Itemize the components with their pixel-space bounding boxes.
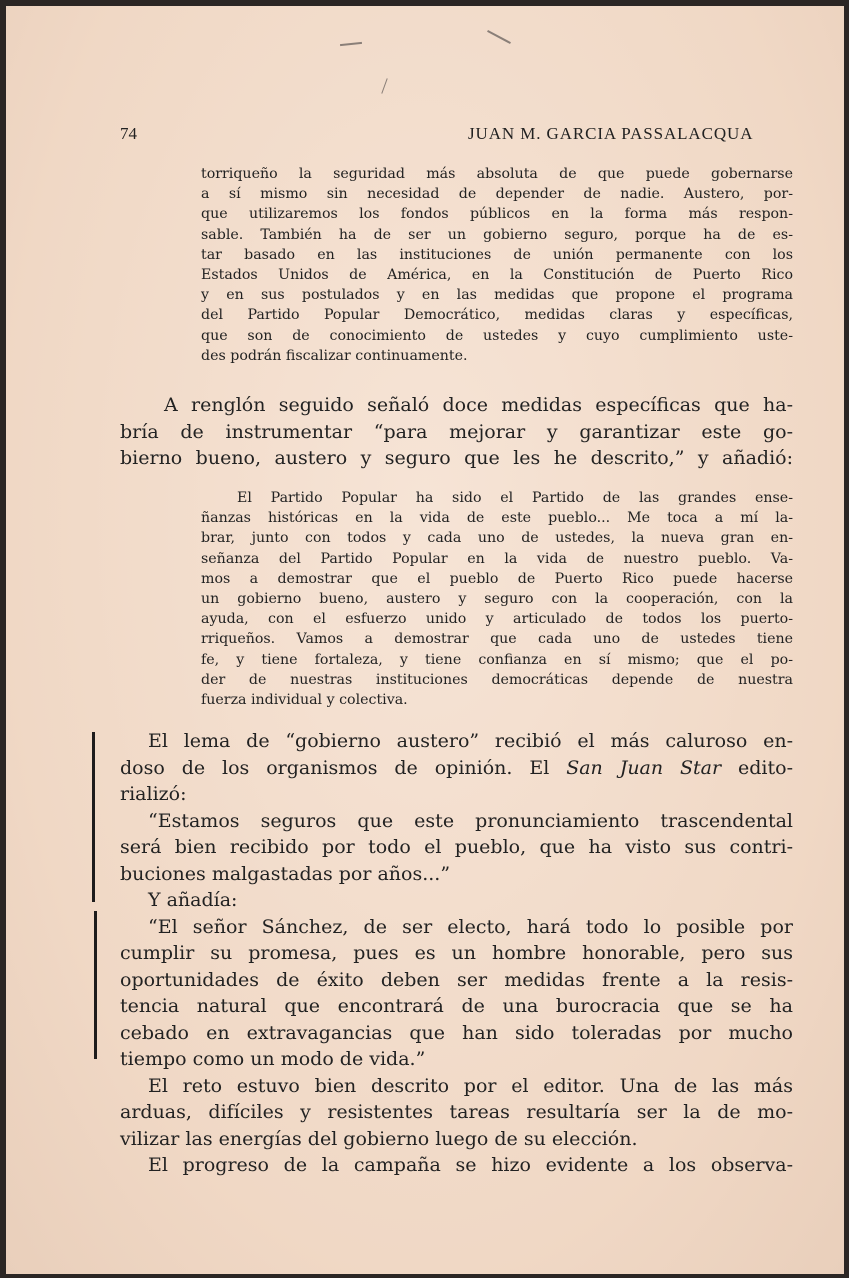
newspaper-title: San Juan Star bbox=[566, 756, 722, 779]
text-line: brar, junto con todos y cada uno de ustedes, la nueva gran en- bbox=[201, 530, 793, 547]
text-line: El Partido Popular ha sido el Partido de las grandes ense- bbox=[237, 490, 793, 506]
text-line: El lema de “gobierno austero” recibió el más caluroso en- bbox=[148, 730, 793, 752]
quote-block-2 bbox=[201, 488, 793, 710]
text-line: rializó: bbox=[120, 783, 187, 805]
text-line: A renglón seguido señaló doce medidas específicas que ha- bbox=[164, 394, 793, 416]
text-line: arduas, difíciles y resistentes tareas resultaría ser la de mo- bbox=[120, 1101, 793, 1123]
quote-block-1 bbox=[201, 164, 793, 366]
margin-line bbox=[92, 732, 95, 902]
book-page bbox=[6, 6, 844, 1274]
text-line: El reto estuvo bien descrito por el editor. Una de las más bbox=[148, 1074, 793, 1097]
text-segment: doso de los organismos de opinión. El bbox=[120, 756, 567, 779]
text-line: un gobierno bueno, austero y seguro con la cooperación, con la bbox=[201, 591, 793, 608]
text-line: ñanzas históricas en la vida de este pueblo... Me toca a mí la- bbox=[201, 510, 793, 527]
text-line: tencia natural que encontrará de una burocracia que se ha bbox=[120, 995, 793, 1017]
text-line: tar basado en las instituciones de unión permanente con los bbox=[201, 246, 793, 263]
text-line: cebado en extravagancias que han sido toleradas por mucho bbox=[120, 1021, 793, 1044]
text-line: El progreso de la campaña se hizo evidente a los observa- bbox=[148, 1154, 793, 1176]
paragraph-2 bbox=[120, 392, 793, 472]
text-segment: edito- bbox=[721, 756, 793, 779]
text-line: del Partido Popular Democrático, medidas claras y específicas, bbox=[201, 307, 793, 324]
running-head: JUAN M. GARCIA PASSALACQUA bbox=[468, 124, 754, 143]
text-line: “Estamos seguros que este pronunciamiento trascendental bbox=[148, 809, 793, 832]
text-line: Y añadía: bbox=[148, 889, 238, 911]
text-line: vilizar las energías del gobierno luego de su elección. bbox=[120, 1127, 638, 1150]
page-number: 74 bbox=[120, 124, 137, 143]
text-line: rriqueños. Vamos a demostrar que cada uno de ustedes tiene bbox=[201, 631, 793, 648]
text-line: que utilizaremos los fondos públicos en la forma más respon- bbox=[201, 206, 793, 223]
text-line: cumplir su promesa, pues es un hombre honorable, pero sus bbox=[120, 942, 793, 964]
text-line: des podrán fiscalizar continuamente. bbox=[201, 347, 468, 364]
text-line: buciones malgastadas por años...” bbox=[120, 862, 451, 885]
scan-mark bbox=[340, 42, 362, 46]
text-line: sable. También ha de ser un gobierno seguro, porque ha de es- bbox=[201, 226, 793, 243]
text-line: der de nuestras instituciones democráticas depende de nuestra bbox=[201, 671, 793, 688]
text-line: bierno bueno, austero y seguro que les he descrito,” y añadió: bbox=[120, 447, 793, 469]
text-line: fe, y tiene fortaleza, y tiene confianza en sí mismo; que el po- bbox=[201, 651, 793, 668]
text-line: mos a demostrar que el pueblo de Puerto Rico puede hacerse bbox=[201, 570, 793, 587]
text-line: será bien recibido por todo el pueblo, que ha visto sus contri- bbox=[120, 836, 793, 858]
text-line: ayuda, con el esfuerzo unido y articulado de todos los puerto- bbox=[201, 611, 793, 628]
text-line: y en sus postulados y en las medidas que propone el programa bbox=[201, 287, 793, 304]
scan-mark bbox=[381, 78, 387, 93]
text-line: fuerza individual y colectiva. bbox=[201, 692, 408, 709]
text-line: Estados Unidos de América, en la Constitución de Puerto Rico bbox=[201, 267, 793, 284]
margin-line bbox=[94, 911, 97, 1059]
text-line: “El señor Sánchez, de ser electo, hará todo lo posible por bbox=[148, 915, 793, 938]
text-line: torriqueño la seguridad más absoluta de que puede gobernarse bbox=[201, 166, 793, 182]
text-line: a sí mismo sin necesidad de depender de nadie. Austero, por- bbox=[201, 186, 793, 203]
text-line: tiempo como un modo de vida.” bbox=[120, 1048, 426, 1070]
paragraph-4 bbox=[120, 728, 793, 1179]
text-line: oportunidades de éxito deben ser medidas frente a la resis- bbox=[120, 968, 793, 991]
text-line: señanza del Partido Popular en la vida de nuestro pueblo. Va- bbox=[201, 550, 793, 567]
text-line: bría de instrumentar “para mejorar y garantizar este go- bbox=[120, 420, 793, 443]
text-line: que son de conocimiento de ustedes y cuyo cumplimiento uste- bbox=[201, 327, 793, 344]
text-line bbox=[120, 755, 793, 782]
scan-mark bbox=[487, 30, 511, 44]
